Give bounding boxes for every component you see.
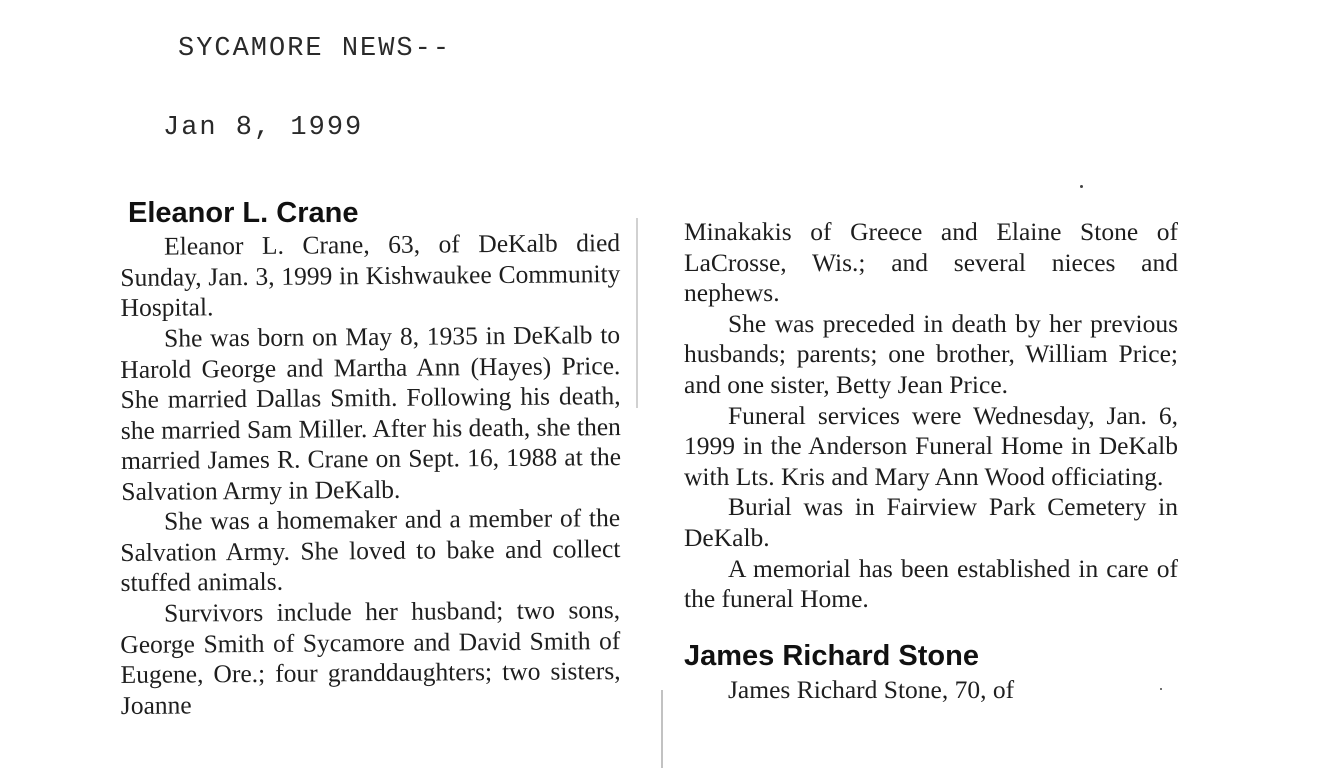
column-left xyxy=(120,196,620,722)
obituary-paragraph: James Richard Stone, 70, of xyxy=(728,674,1015,704)
column-divider xyxy=(636,218,638,408)
source-label: SYCAMORE NEWS-- xyxy=(178,34,452,64)
column-right xyxy=(684,217,1178,705)
obituary-paragraph: Funeral services were Wednesday, Jan. 6, 1999 in the Anderson Funeral Home in DeKalb with Lts. Kris and Mary Ann Wood officiating. xyxy=(684,400,1178,491)
obituary-paragraph: Minakakis of Greece and Elaine Stone of LaCrosse, Wis.; and several nieces and nephews. xyxy=(684,217,1178,308)
column-divider xyxy=(661,690,663,768)
obituary-paragraph: She was preceded in death by her previous husbands; parents; one brother, William Price; and one sister, Betty Jean Price. xyxy=(684,308,1178,399)
obituary-paragraph: Burial was in Fairview Park Cemetery in DeKalb. xyxy=(684,492,1178,552)
print-speck xyxy=(1160,688,1162,690)
obituary-name: Eleanor L. Crane xyxy=(128,197,359,229)
obituary-paragraph: Eleanor L. Crane, 63, of DeKalb died Sunday, Jan. 3, 1999 in Kishwaukee Community Hospital. xyxy=(120,228,621,323)
obituary-paragraph: Survivors include her husband; two sons, George Smith of Sycamore and David Smith of Eugene, Ore.; four granddaughters; two sisters, Joanne xyxy=(120,595,621,720)
obituary-name: James Richard Stone xyxy=(684,639,979,672)
publication-date: Jan 8, 1999 xyxy=(163,113,364,143)
obituary-block xyxy=(684,639,1178,706)
print-speck xyxy=(1080,185,1083,188)
obituary-paragraph: She was a homemaker and a member of the Salvation Army. She loved to bake and collect stuffed animals. xyxy=(120,503,621,598)
obituary-paragraph: A memorial has been established in care of the funeral Home. xyxy=(684,553,1178,614)
obituary-paragraph: She was born on May 8, 1935 in DeKalb to Harold George and Martha Ann (Hayes) Price. She married Dallas Smith. Following his death, she married Sam Miller. After his death, she then married James R. Crane on Sept. 16, 1988 at the Salvation Army in DeKalb. xyxy=(120,319,622,506)
